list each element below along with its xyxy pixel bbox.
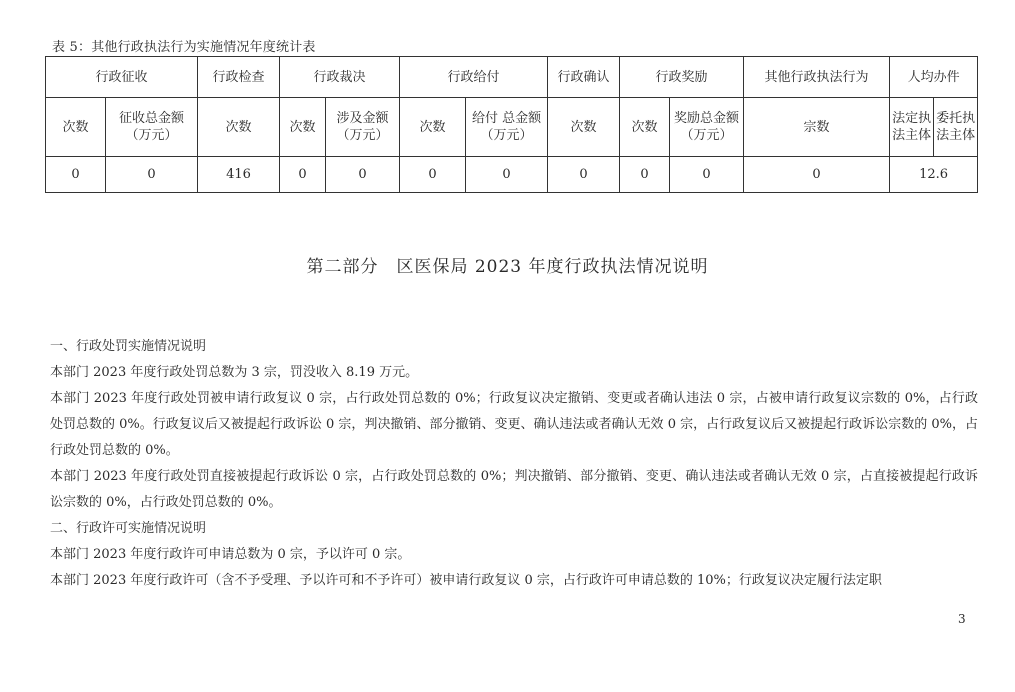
cell-ruling-count: 0	[280, 157, 326, 193]
cell-confirmation-count: 0	[548, 157, 620, 193]
subheader-levy-count: 次数	[46, 98, 106, 157]
subheader-payment-amount: 给付 总金额（万元）	[466, 98, 548, 157]
header-confirmation: 行政确认	[548, 57, 620, 98]
header-other: 其他行政执法行为	[744, 57, 890, 98]
paragraph: 本部门 2023 年度行政处罚被申请行政复议 0 宗，占行政处罚总数的 0%；行政复议决定撤销、变更或者确认违法 0 宗，占被申请行政复议宗数的 0%，占行政处罚总数的 0%。行政复议后又被提起行政诉讼 0 宗，判决撤销、部分撤销、变更、确认违法或者确认无效 0 宗，占行政复议后又被提起行政诉讼宗数的 0%，占行政处罚总数的 0%。	[50, 391, 978, 458]
subheader-reward-amount: 奖励总金额（万元）	[670, 98, 744, 157]
header-levy: 行政征收	[46, 57, 198, 98]
header-reward: 行政奖励	[620, 57, 744, 98]
heading-license: 二、行政许可实施情况说明	[50, 521, 207, 536]
page-number: 3	[958, 612, 966, 626]
table-row	[46, 157, 978, 193]
heading-penalty: 一、行政处罚实施情况说明	[50, 339, 207, 354]
subheader-inspection-count: 次数	[198, 98, 280, 157]
table-header-row	[46, 57, 978, 98]
cell-levy-count: 0	[46, 157, 106, 193]
subheader-confirmation-count: 次数	[548, 98, 620, 157]
header-payment: 行政给付	[400, 57, 548, 98]
subheader-ruling-amount: 涉及金额（万元）	[326, 98, 400, 157]
subheader-payment-count: 次数	[400, 98, 466, 157]
cell-inspection-count: 416	[198, 157, 280, 193]
paragraph: 本部门 2023 年度行政许可（含不予受理、予以许可和不予许可）被申请行政复议 0 宗，占行政许可申请总数的 10%；行政复议决定履行法定职	[50, 573, 882, 588]
cell-reward-count: 0	[620, 157, 670, 193]
stats-table	[45, 56, 978, 193]
table-caption: 表 5：其他行政执法行为实施情况年度统计表	[52, 40, 316, 55]
header-inspection: 行政检查	[198, 57, 280, 98]
paragraph: 本部门 2023 年度行政许可申请总数为 0 宗，予以许可 0 宗。	[50, 547, 411, 562]
cell-reward-amount: 0	[670, 157, 744, 193]
section-title: 第二部分 区医保局 2023 年度行政执法情况说明	[306, 257, 709, 277]
header-per-capita: 人均办件	[890, 57, 978, 98]
subheader-reward-count: 次数	[620, 98, 670, 157]
subheader-levy-amount: 征收总金额（万元）	[106, 98, 198, 157]
cell-ruling-amount: 0	[326, 157, 400, 193]
subheader-other-cases: 宗数	[744, 98, 890, 157]
cell-per-capita: 12.6	[890, 157, 978, 193]
subheader-ruling-count: 次数	[280, 98, 326, 157]
header-ruling: 行政裁决	[280, 57, 400, 98]
subheader-statutory-subject: 法定执法主体	[890, 98, 934, 157]
table-subheader-row	[46, 98, 978, 157]
cell-payment-count: 0	[400, 157, 466, 193]
subheader-entrusted-subject: 委托执法主体	[934, 98, 978, 157]
cell-payment-amount: 0	[466, 157, 548, 193]
paragraph: 本部门 2023 年度行政处罚直接被提起行政诉讼 0 宗，占行政处罚总数的 0%；判决撤销、部分撤销、变更、确认违法或者确认无效 0 宗，占直接被提起行政诉讼宗数的 0%，占行政处罚总数的 0%。	[50, 469, 978, 510]
cell-levy-amount: 0	[106, 157, 198, 193]
body-text	[50, 334, 978, 594]
paragraph: 本部门 2023 年度行政处罚总数为 3 宗，罚没收入 8.19 万元。	[50, 365, 419, 380]
cell-other-cases: 0	[744, 157, 890, 193]
